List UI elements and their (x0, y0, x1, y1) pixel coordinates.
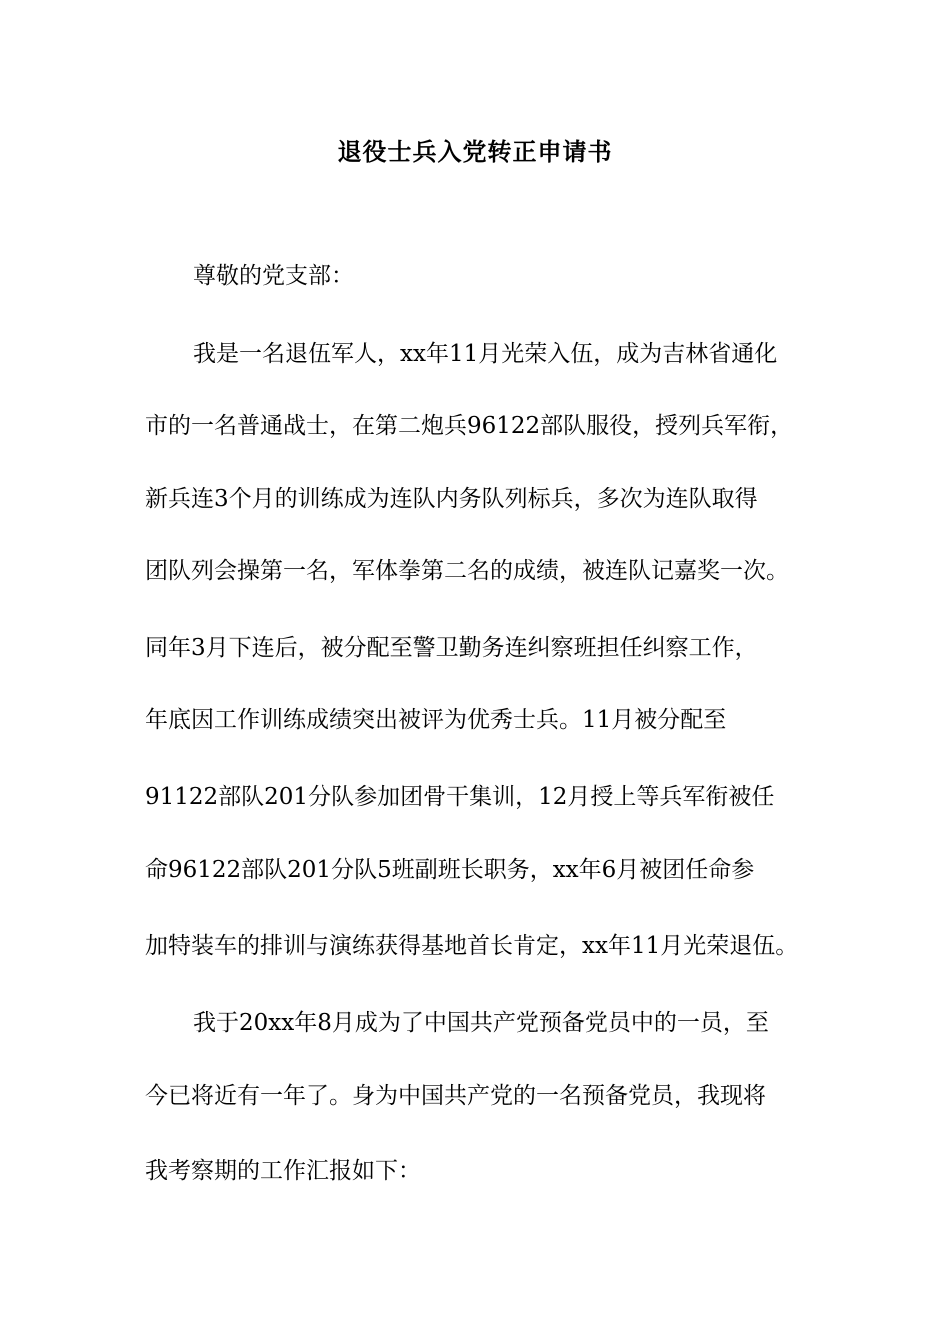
paragraph-1-line-2: 市的一名普通战士，在第二炮兵96122部队服役，授列兵军衔， (145, 413, 794, 439)
paragraph-1-line-6: 年底因工作训练成绩突出被评为优秀士兵。11月被分配至 (145, 707, 727, 733)
paragraph-1-line-9: 加特装车的排训与演练获得基地首长肯定，xx年11月光荣退伍。 (145, 933, 799, 959)
paragraph-1-line-5: 同年3月下连后，被分配至警卫勤务连纠察班担任纠察工作， (145, 635, 758, 661)
paragraph-1-line-4: 团队列会操第一名，军体拳第二名的成绩，被连队记嘉奖一次。 (145, 558, 789, 584)
paragraph-1-line-7: 91122部队201分队参加团骨干集训，12月授上等兵军衔被任 (145, 784, 775, 810)
paragraph-1-line-8: 命96122部队201分队5班副班长职务，xx年6月被团任命参 (145, 857, 755, 883)
salutation: 尊敬的党支部： (193, 263, 354, 289)
paragraph-2-line-1: 我于20xx年8月成为了中国共产党预备党员中的一员，至 (193, 1010, 769, 1036)
paragraph-1-line-3: 新兵连3个月的训练成为连队内务队列标兵，多次为连队取得 (145, 486, 758, 512)
paragraph-1-line-1: 我是一名退伍军人，xx年11月光荣入伍，成为吉林省通化 (193, 341, 778, 367)
paragraph-2-line-3: 我考察期的工作汇报如下： (145, 1158, 421, 1184)
paragraph-2-line-2: 今已将近有一年了。身为中国共产党的一名预备党员，我现将 (145, 1083, 766, 1109)
document-title: 退役士兵入党转正申请书 (337, 137, 613, 166)
